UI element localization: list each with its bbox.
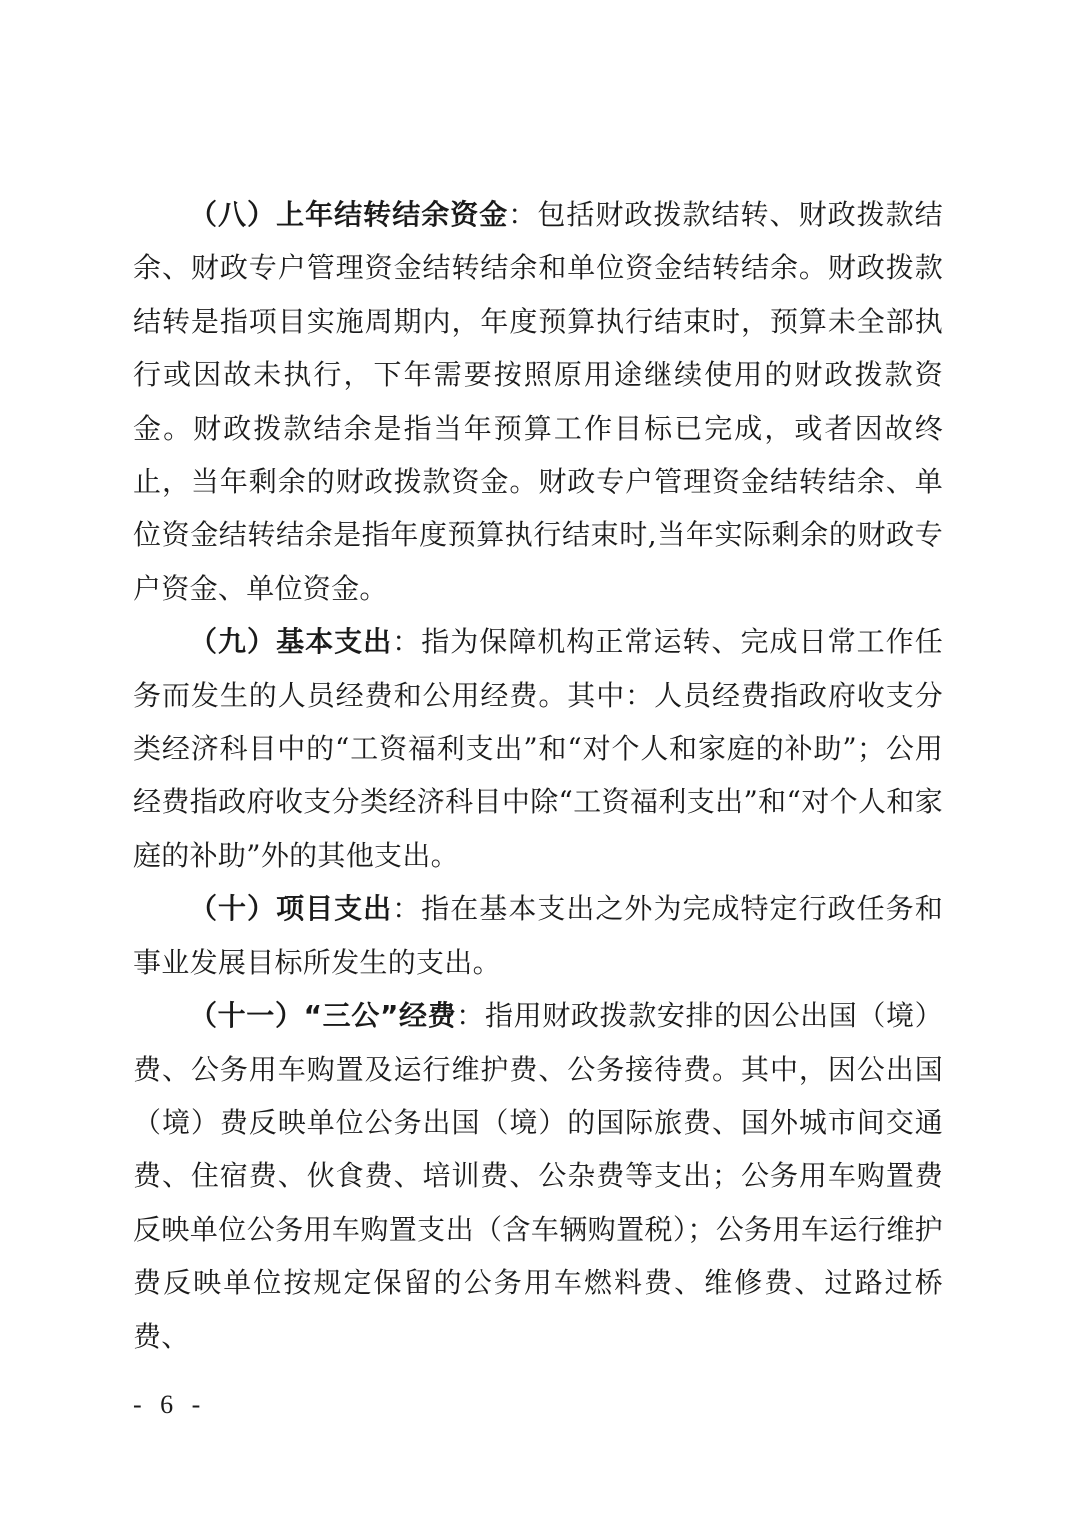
section-paragraph-10 <box>133 882 943 989</box>
section-body-10: 指在基本支出之外为完成特定行政任务和事业发展目标所发生的支出。 <box>133 892 943 979</box>
section-body-11: 指用财政拨款安排的因公出国（境）费、公务用车购置及运行维护费、公务接待费。其中，因公出国（境）费反映单位公务出国（境）的国际旅费、国外城市间交通费、住宿费、伙食费、培训费、公杂费等支出；公务用车购置费反映单位公务用车购置支出（含车辆购置税）；公务用车运行维护费反映单位按规定保留的公务用车燃料费、维修费、过路过桥费、 <box>133 999 943 1353</box>
section-separator-9: ： <box>392 625 422 659</box>
section-paragraph-8 <box>133 188 943 615</box>
page-number: - 6 - <box>133 1390 207 1419</box>
section-separator-11: ： <box>456 999 485 1033</box>
section-heading-9: （九）基本支出 <box>189 625 393 659</box>
section-body-9: 指为保障机构正常运转、完成日常工作任务而发生的人员经费和公用经费。其中：人员经费指政府收支分类经济科目中的“工资福利支出”和“对个人和家庭的补助”；公用经费指政府收支分类经济科目中除“工资福利支出”和“对个人和家庭的补助”外的其他支出。 <box>133 625 943 872</box>
section-separator-8: ： <box>508 198 538 231</box>
section-paragraph-9 <box>133 615 943 882</box>
section-separator-10: ： <box>392 892 422 926</box>
document-body <box>133 188 943 1363</box>
section-heading-10: （十）项目支出 <box>189 892 393 926</box>
section-paragraph-11 <box>133 989 943 1363</box>
section-body-8: 包括财政拨款结转、财政拨款结余、财政专户管理资金结转结余和单位资金结转结余。财政拨款结转是指项目实施周期内，年度预算执行结束时，预算未全部执行或因故未执行，下年需要按照原用途继续使用的财政拨款资金。财政拨款结余是指当年预算工作目标已完成，或者因故终止，当年剩余的财政拨款资金。财政专户管理资金结转结余、单位资金结转结余是指年度预算执行结束时,当年实际剩余的财政专户资金、单位资金。 <box>133 198 943 605</box>
section-heading-8: （八）上年结转结余资金 <box>189 198 509 231</box>
section-heading-11: （十一）“三公”经费 <box>189 999 457 1033</box>
